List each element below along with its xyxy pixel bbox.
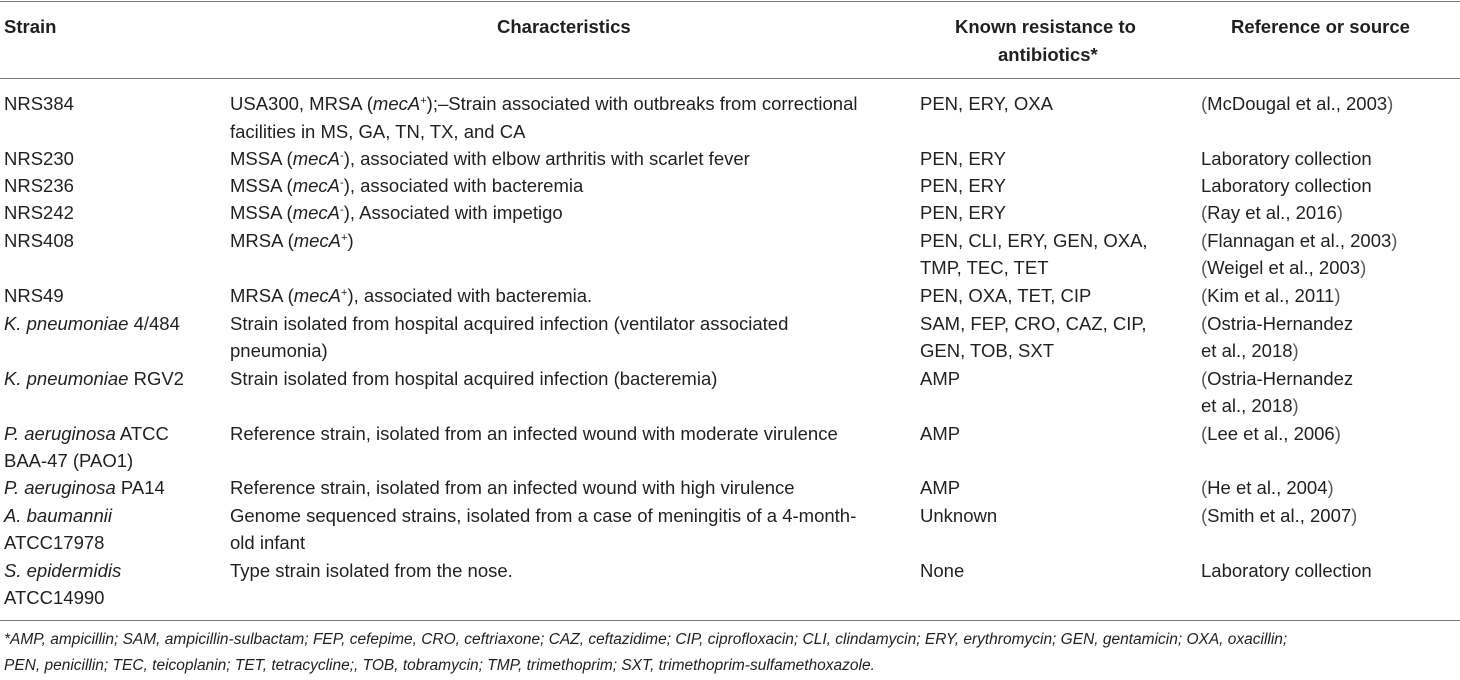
row-pae-pao1-reference: (Lee et al., 2006)	[1201, 423, 1341, 444]
row-nrs49-reference: (Kim et al., 2011)	[1201, 285, 1341, 306]
row-kpn-rgv2-reference-line2: et al., 2018)	[1201, 395, 1299, 416]
row-pae-pao1-strain-line1: P. aeruginosa ATCC	[4, 423, 169, 444]
header-reference: Reference or source	[1231, 16, 1410, 37]
row-pae-pao1-characteristics: Reference strain, isolated from an infected wound with moderate virulence	[230, 423, 838, 444]
row-pae-pa14-characteristics: Reference strain, isolated from an infected wound with high virulence	[230, 477, 795, 498]
row-nrs236-resistance: PEN, ERY	[920, 175, 1007, 196]
row-nrs408-resistance-line2: TMP, TEC, TET	[920, 257, 1049, 278]
row-sep-characteristics: Type strain isolated from the nose.	[230, 560, 513, 581]
row-aba-reference: (Smith et al., 2007)	[1201, 505, 1358, 526]
row-kpn-4484-characteristics-line1: Strain isolated from hospital acquired infection (ventilator associated	[230, 313, 789, 334]
row-pae-pao1-resistance: AMP	[920, 423, 961, 444]
row-pae-pao1-strain-line2: BAA-47 (PAO1)	[4, 450, 134, 471]
row-nrs236-characteristics: MSSA (mecA-), associated with bacteremia	[230, 175, 584, 196]
row-nrs408-reference-2: (Weigel et al., 2003)	[1201, 257, 1367, 278]
row-kpn-rgv2-resistance: AMP	[920, 368, 961, 389]
row-kpn-rgv2-reference-line1: (Ostria-Hernandez	[1201, 368, 1354, 389]
row-nrs49-characteristics: MRSA (mecA+), associated with bacteremia.	[230, 285, 593, 306]
row-nrs49-resistance: PEN, OXA, TET, CIP	[920, 285, 1092, 306]
row-sep-reference: Laboratory collection	[1201, 560, 1372, 581]
header-resistance-line2: antibiotics*	[998, 44, 1098, 65]
row-nrs230-reference: Laboratory collection	[1201, 148, 1372, 169]
top-rule	[0, 1, 1460, 2]
row-pae-pa14-resistance: AMP	[920, 477, 961, 498]
row-sep-strain-line1: S. epidermidis	[4, 560, 122, 581]
row-nrs236-strain: NRS236	[4, 175, 74, 196]
row-sep-resistance: None	[920, 560, 965, 581]
row-kpn-4484-resistance-line2: GEN, TOB, SXT	[920, 340, 1054, 361]
row-kpn-4484-reference-line1: (Ostria-Hernandez	[1201, 313, 1354, 334]
footnote-line1: *AMP, ampicillin; SAM, ampicillin-sulbactam; FEP, cefepime, CRO, ceftriaxone; CAZ, ceftazidime; CIP, ciprofloxacin; CLI, clindamycin; ERY, erythromycin; GEN, gentamicin; OXA, oxacillin;	[4, 631, 1288, 648]
row-kpn-4484-reference-line2: et al., 2018)	[1201, 340, 1299, 361]
row-aba-resistance: Unknown	[920, 505, 998, 526]
row-nrs49-strain: NRS49	[4, 285, 64, 306]
row-nrs384-characteristics-line2: facilities in MS, GA, TN, TX, and CA	[230, 121, 526, 142]
header-resistance-line1: Known resistance to	[955, 16, 1136, 37]
row-nrs242-characteristics: MSSA (mecA-), Associated with impetigo	[230, 202, 563, 223]
row-nrs242-resistance: PEN, ERY	[920, 202, 1007, 223]
row-nrs384-characteristics-line1: USA300, MRSA (mecA+);–Strain associated with outbreaks from correctional	[230, 93, 858, 114]
row-kpn-rgv2-characteristics: Strain isolated from hospital acquired infection (bacteremia)	[230, 368, 718, 389]
row-nrs384-strain: NRS384	[4, 93, 74, 114]
row-nrs384-resistance: PEN, ERY, OXA	[920, 93, 1053, 114]
row-aba-strain-line2: ATCC17978	[4, 532, 105, 553]
row-nrs230-resistance: PEN, ERY	[920, 148, 1007, 169]
row-kpn-rgv2-strain: K. pneumoniae RGV2	[4, 368, 184, 389]
row-pae-pa14-reference: (He et al., 2004)	[1201, 477, 1334, 498]
row-nrs408-strain: NRS408	[4, 230, 74, 251]
row-aba-characteristics-line2: old infant	[230, 532, 306, 553]
row-nrs230-strain: NRS230	[4, 148, 74, 169]
row-nrs242-reference: (Ray et al., 2016)	[1201, 202, 1343, 223]
header-strain: Strain	[4, 16, 57, 37]
bottom-rule	[0, 620, 1460, 621]
header-rule	[0, 78, 1460, 79]
row-nrs384-reference: (McDougal et al., 2003)	[1201, 93, 1394, 114]
footnote-line2: PEN, penicillin; TEC, teicoplanin; TET, tetracycline;, TOB, tobramycin; TMP, trimethoprim; SXT, trimethoprim-sulfamethoxazole.	[4, 657, 875, 674]
row-nrs236-reference: Laboratory collection	[1201, 175, 1372, 196]
row-nrs408-reference-1: (Flannagan et al., 2003)	[1201, 230, 1398, 251]
row-kpn-4484-strain: K. pneumoniae 4/484	[4, 313, 180, 334]
row-nrs408-characteristics: MRSA (mecA+)	[230, 230, 354, 251]
row-pae-pa14-strain: P. aeruginosa PA14	[4, 477, 165, 498]
row-sep-strain-line2: ATCC14990	[4, 587, 105, 608]
row-nrs230-characteristics: MSSA (mecA-), associated with elbow arthritis with scarlet fever	[230, 148, 750, 169]
row-kpn-4484-resistance-line1: SAM, FEP, CRO, CAZ, CIP,	[920, 313, 1147, 334]
row-nrs242-strain: NRS242	[4, 202, 74, 223]
row-aba-characteristics-line1: Genome sequenced strains, isolated from a case of meningitis of a 4-month-	[230, 505, 857, 526]
row-nrs408-resistance-line1: PEN, CLI, ERY, GEN, OXA,	[920, 230, 1148, 251]
header-characteristics: Characteristics	[497, 16, 631, 37]
row-kpn-4484-characteristics-line2: pneumonia)	[230, 340, 328, 361]
row-aba-strain-line1: A. baumannii	[4, 505, 112, 526]
